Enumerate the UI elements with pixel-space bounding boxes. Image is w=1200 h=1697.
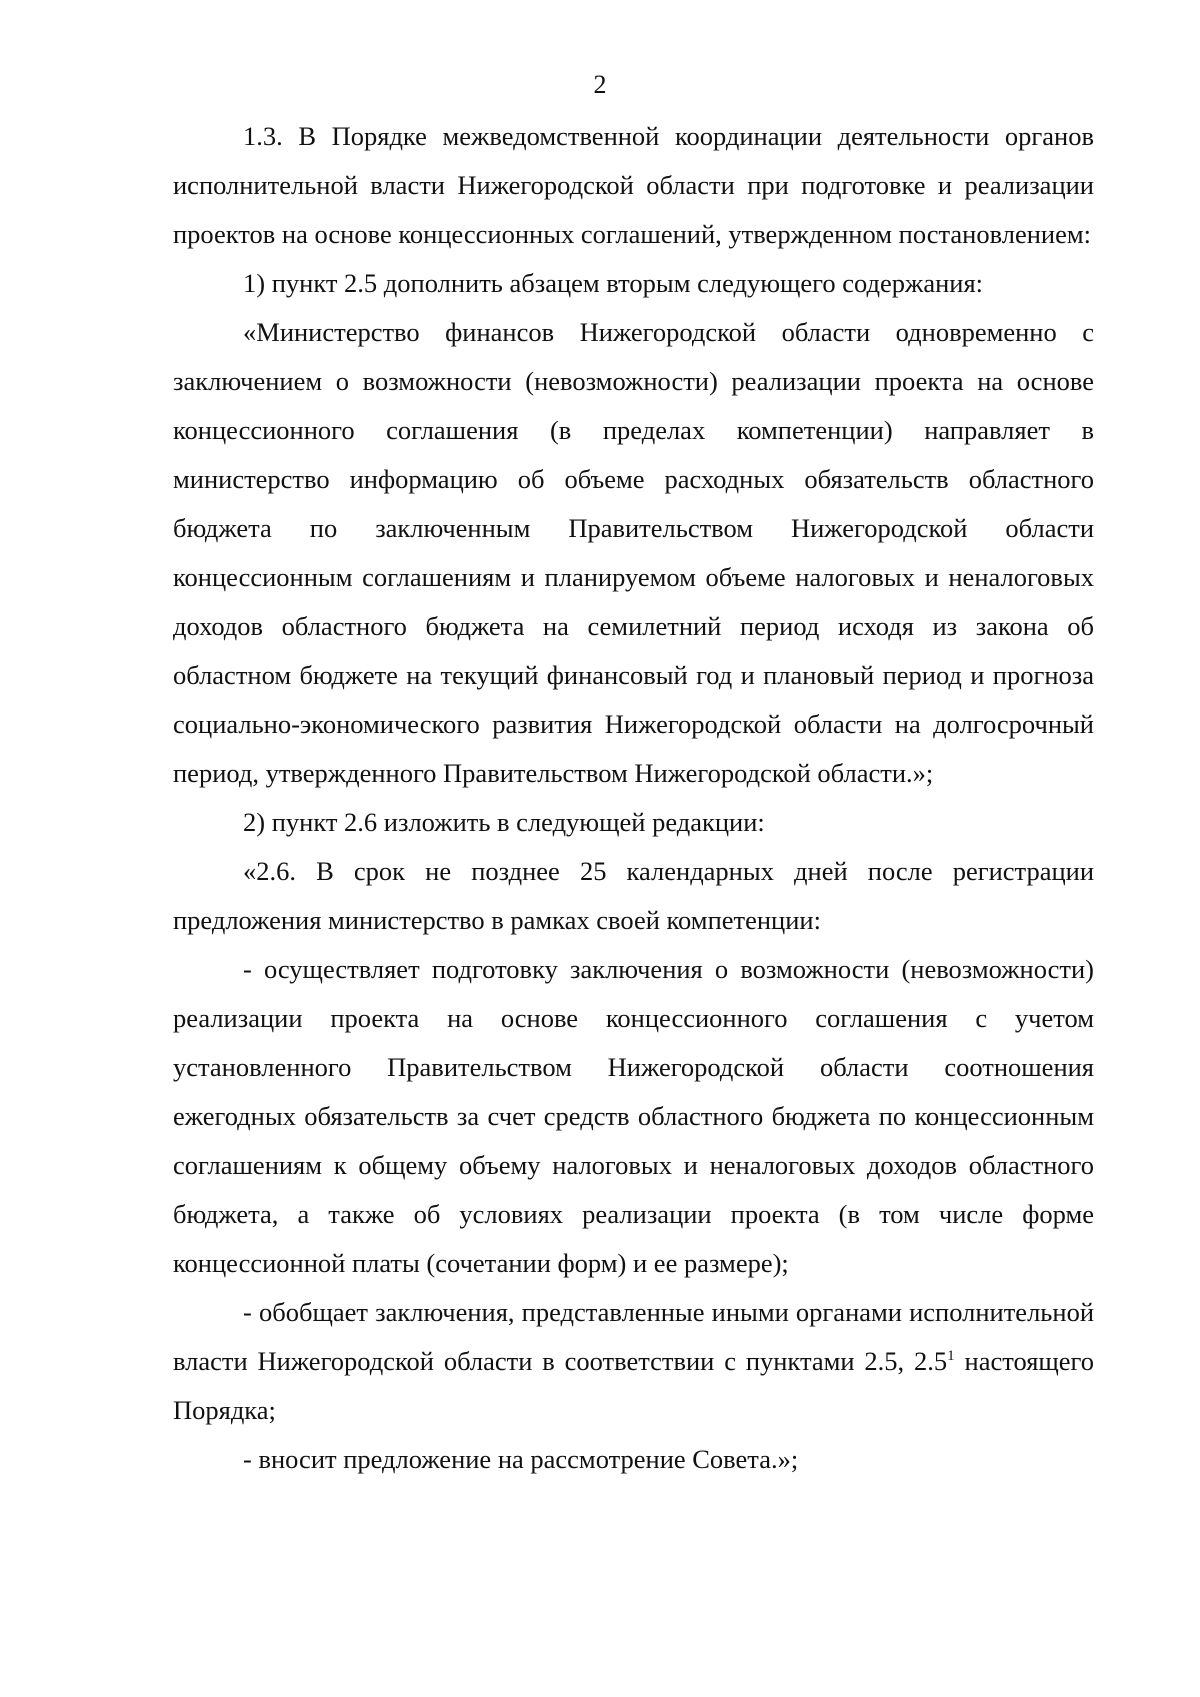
- paragraph-bullet-prepares: - осуществляет подготовку заключения о возможности (невозможности) реализации проекта на основе концессионного соглашения с учетом установленного Правительством Нижегородской области соотношения ежегодных обязательств за счет средств областного бюджета по концессионным соглашениям к общему объему налоговых и неналоговых доходов областного бюджета, а также об условиях реализации проекта (в том числе форме концессионной платы (сочетании форм) и ее размере);: [173, 954, 1094, 1278]
- paragraph-quote-ministry: «Министерство финансов Нижегородской области одновременно с заключением о возможности (невозможности) реализации проекта на основе концессионного соглашения (в пределах компетенции) направляет в министерство информацию об объеме расходных обязательств областного бюджета по заключенным Правительством Нижегородской области концессионным соглашениям и планируемом объеме налоговых и неналоговых доходов областного бюджета на семилетний период исходя из закона об областном бюджете на текущий финансовый год и плановый период и прогноза социально-экономического развития Нижегородской области на долгосрочный период, утвержденного Правительством Нижегородской области.»;: [173, 317, 1094, 788]
- paragraph-item-1: 1) пункт 2.5 дополнить абзацем вторым следующего содержания:: [243, 268, 983, 298]
- paragraph-bullet-submits: - вносит предложение на рассмотрение Совета.»;: [243, 1444, 799, 1474]
- page-number: 2: [593, 70, 607, 99]
- paragraph-bullet-summarizes: [173, 1288, 1094, 1435]
- paragraph-2-6: «2.6. В срок не позднее 25 календарных дней после регистрации предложения министерство в рамках своей компетенции:: [173, 856, 1094, 935]
- summarizes-text: - обобщает заключения, представленные иными органами исполнительной власти Нижегородской области в соответствии с пунктами 2.5, 2.5: [173, 1297, 1094, 1376]
- document-body: [173, 112, 1094, 1484]
- superscript-one: 1: [947, 1348, 955, 1365]
- summarizes-tail: настоящего Порядка;: [173, 1346, 1095, 1425]
- paragraph-item-2: 2) пункт 2.6 изложить в следующей редакции:: [243, 807, 765, 837]
- paragraph-1-3: 1.3. В Порядке межведомственной координации деятельности органов исполнительной власти Нижегородской области при подготовке и реализации проектов на основе концессионных соглашений, утвержденном постановлением:: [173, 121, 1094, 249]
